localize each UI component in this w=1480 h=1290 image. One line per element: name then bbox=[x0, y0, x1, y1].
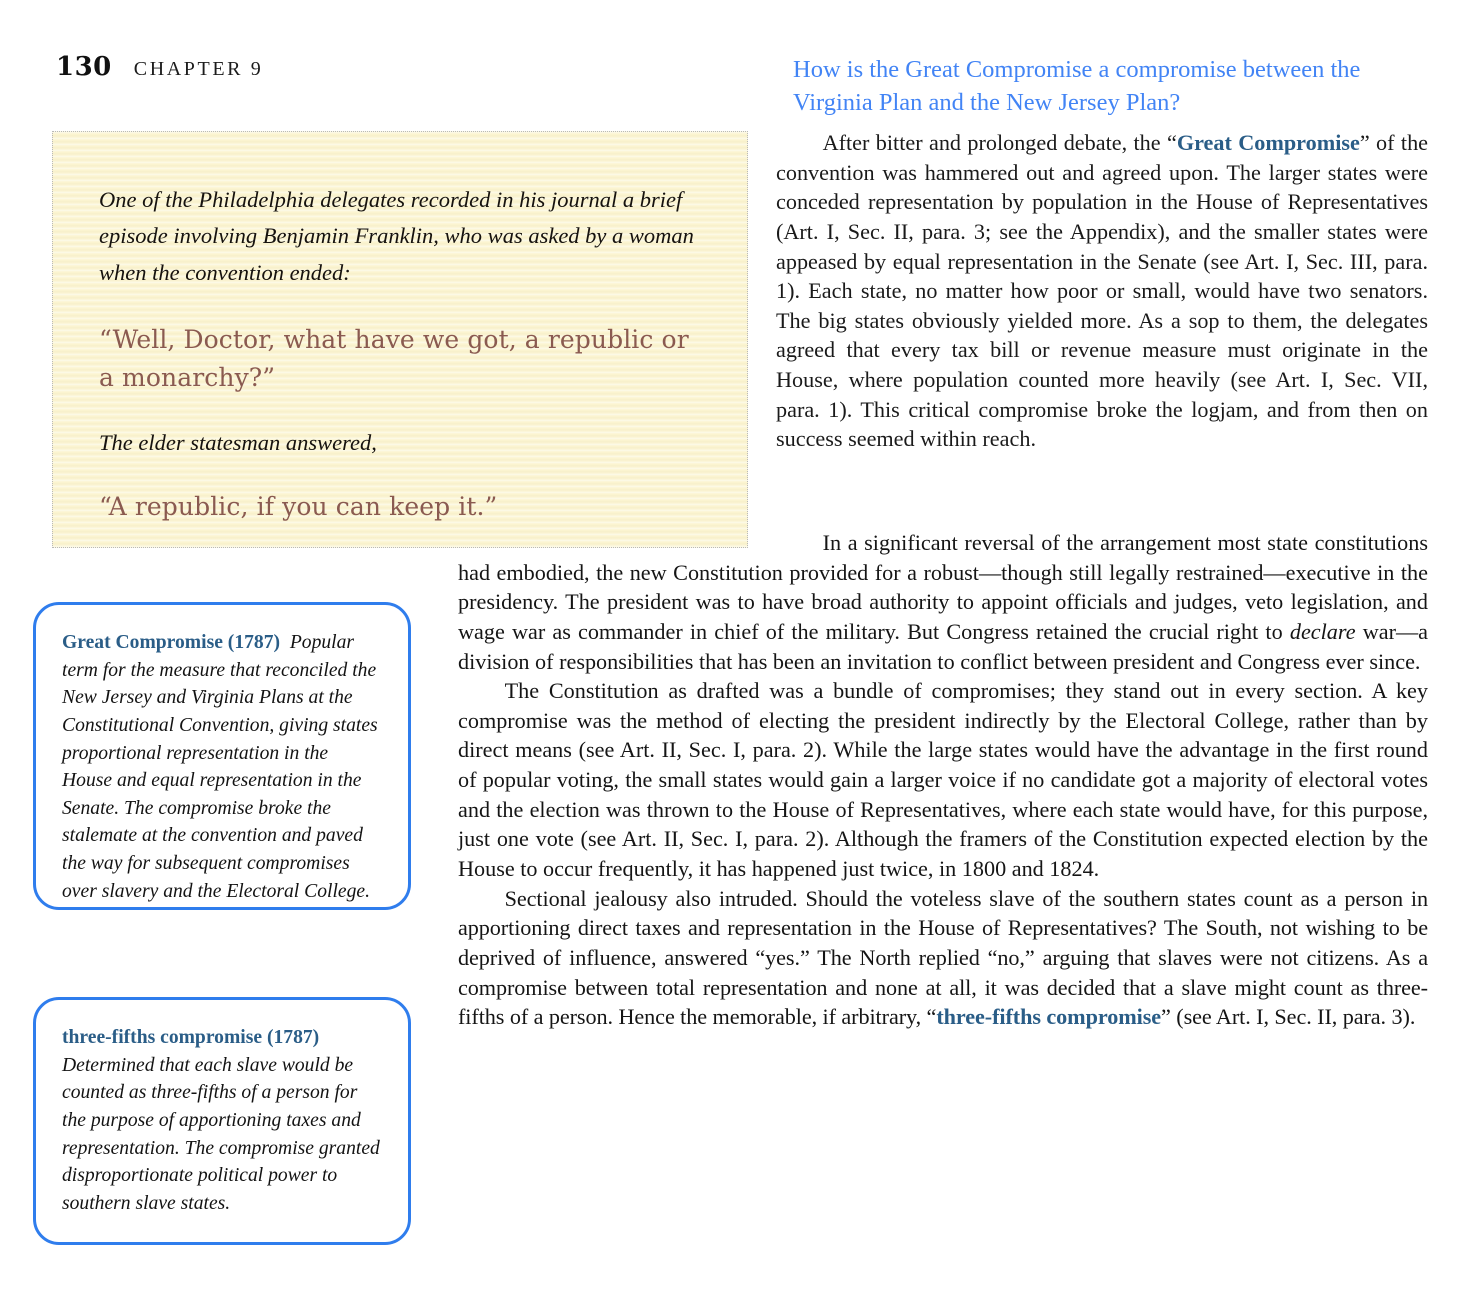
quotation-box bbox=[52, 131, 748, 548]
quote-question: “Well, Doctor, what have we got, a republic or a monarchy?” bbox=[99, 325, 689, 393]
running-head bbox=[56, 52, 263, 82]
paragraph-electoral-college: The Constitution as drafted was a bundle of compromises; they stand out in every section. A key compromise was the method of electing the president indirectly by the Electoral College, rather than by direct means (see Art. II, Sec. I, para. 2). While the large states would have the advantage in the first round of popular voting, the small states would gain a larger voice if no candidate got a majority of electoral votes and the election was thrown to the House of Representatives, where each state would have, for this purpose, just one vote (see Art. II, Sec. I, para. 2). Although the framers of the Constitution expected election by the House to occur frequently, it has happened just twice, in 1800 and 1824. bbox=[458, 678, 1428, 882]
wrap-shape-gap bbox=[0, 940, 458, 1028]
term-highlight-great-compromise: Great Compromise bbox=[1176, 130, 1360, 155]
paragraph-text-lead: After bitter and prolonged debate, the “ bbox=[822, 130, 1177, 155]
quote-answer: “A republic, if you can keep it.” bbox=[99, 491, 498, 521]
inquiry-heading: How is the Great Compromise a compromise between the Virginia Plan and the New Jersey Plan? bbox=[793, 56, 1361, 116]
wrap-shape-glossary-2 bbox=[0, 1028, 458, 1290]
chapter-label: CHAPTER 9 bbox=[133, 58, 264, 80]
quote-attribution: The elder statesman answered, bbox=[99, 430, 377, 456]
glossary-definition: Popular term for the measure that reconciled the New Jersey and Virginia Plans at the Constitutional Convention, giving states proportional representation in the House and equal representation in the Senate. The compromise broke the stalemate at the convention and paved the way for subsequent compromises over slavery and the Electoral College. bbox=[62, 632, 378, 902]
wrap-shape-glossary-1 bbox=[0, 550, 458, 940]
paragraph-text-tail: ” (see Art. I, Sec. II, para. 3). bbox=[1161, 1004, 1416, 1030]
paragraph-text-lead: Sectional jealousy also intruded. Should the voteless slave of the southern states count as a person in apportioning direct taxes and representation in the House of Representatives? The South, not wishing to be deprived of influence, answered “yes.” The North replied “no,” arguing that slaves were not citizens. As a compromise between total representation and none at all, it was decided that a slave might count as three-fifths of a person. Hence the memorable, if arbitrary, “ bbox=[458, 885, 1428, 1030]
glossary-definition: Determined that each slave would be counted as three-fifths of a person for the purpose of apportioning taxes and representation. The compromise granted disproportionate political power to southern slave states. bbox=[62, 1054, 380, 1214]
wrap-shape-quote-box bbox=[0, 528, 776, 550]
term-highlight-three-fifths: three-fifths compromise bbox=[936, 1004, 1162, 1030]
page-number: 130 bbox=[56, 52, 112, 82]
glossary-term: three-fifths compromise (1787) bbox=[62, 1027, 320, 1048]
body-text-flow bbox=[0, 528, 1480, 1268]
paragraph-text-tail: war—a division of responsibilities that has been an invitation to conflict between president and Congress ever since. bbox=[458, 618, 1429, 674]
glossary-term: Great Compromise (1787) bbox=[62, 632, 281, 653]
right-column bbox=[776, 128, 1428, 454]
quote-lead-in: One of the Philadelphia delegates recorded in his journal a brief episode involving Benjamin Franklin, who was asked by a woman when the convention ended: bbox=[99, 187, 694, 285]
paragraph-text-rest: ” of the convention was hammered out and agreed upon. The larger states were conceded representation by population in the House of Representatives (Art. I, Sec. II, para. 3; see the Appendix), and the smaller states were appeased by equal representation in the Senate (see Art. I, Sec. III, para. 1). Each state, no matter how poor or small, would have two senators. The big states obviously yielded more. As a sop to them, the delegates agreed that every tax bill or revenue measure must originate in the House, where population counted more heavily (see Art. I, Sec. VII, para. 1). This critical compromise broke the logjam, and from then on success seemed within reach. bbox=[776, 130, 1429, 452]
paragraph-text-lead: In a significant reversal of the arrangement most state constitutions had embodied, the new Constitution provided for a robust—though still legally restrained—executive in the presidency. The president was to have broad authority to appoint officials and judges, veto legislation, and wage war as commander in chief of the military. But Congress retained the crucial right to bbox=[458, 530, 1428, 644]
paragraph-great-compromise bbox=[776, 128, 1428, 454]
emphasis-declare: declare bbox=[1289, 618, 1356, 644]
